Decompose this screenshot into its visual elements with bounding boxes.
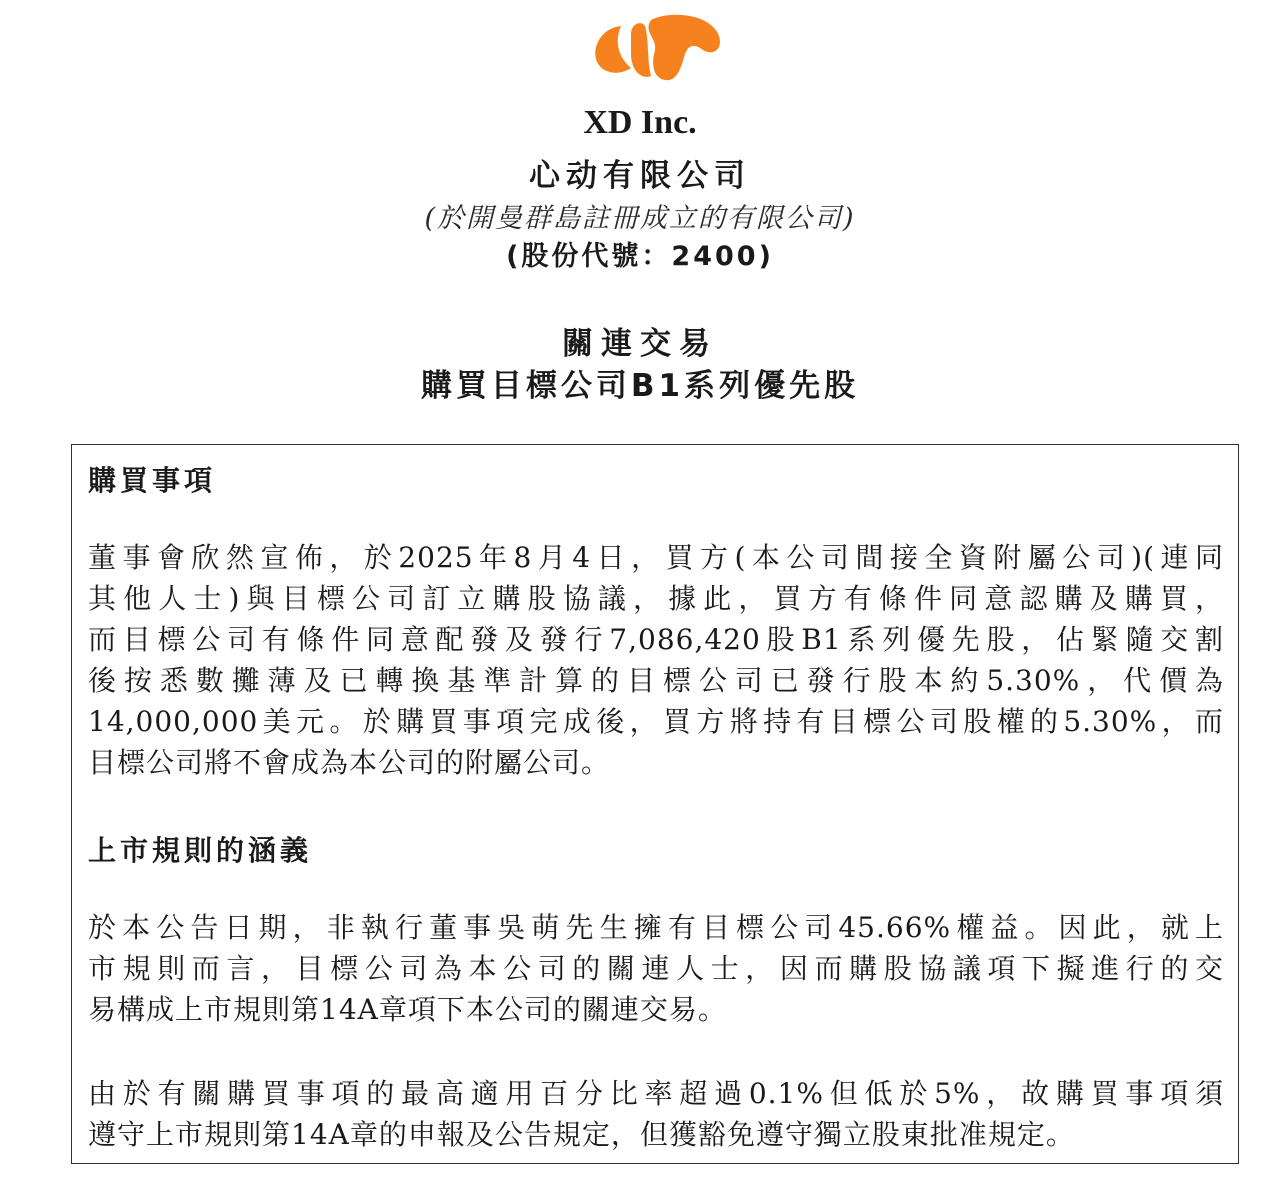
summary-box (71, 444, 1239, 1164)
section-heading-listing-rules: 上市規則的涵義 (88, 834, 313, 867)
paragraph-line: 市規則而言，目標公司為本公司的關連人士，因而購股協議項下擬進行的交 (88, 952, 1224, 985)
paragraph-line: 而目標公司有條件同意配發及發行7,086,420股B1系列優先股，佔緊隨交割 (88, 623, 1224, 656)
purchase-paragraph (88, 537, 1224, 783)
listing-rules-paragraph-1 (88, 907, 1224, 1030)
section-heading-purchase: 購買事項 (88, 464, 217, 497)
xd-logo-icon (591, 10, 721, 86)
paragraph-line: 其他人士)與目標公司訂立購股協議，據此，買方有條件同意認購及購買， (88, 582, 1224, 615)
stock-code: (股份代號：2400) (506, 241, 774, 272)
announcement-title: 關連交易 (562, 326, 718, 362)
paragraph-line: 目標公司將不會成為本公司的附屬公司。 (88, 746, 611, 779)
announcement-subtitle: 購買目標公司B1系列優先股 (420, 368, 860, 404)
paragraph-line: 由於有關購買事項的最高適用百分比率超過0.1%但低於5%，故購買事項須 (88, 1077, 1224, 1110)
paragraph-line: 14,000,000美元。於購買事項完成後，買方將持有目標公司股權的5.30%，而 (88, 705, 1224, 738)
company-name-zh: 心动有限公司 (529, 158, 751, 194)
listing-rules-paragraph-2 (88, 1073, 1224, 1155)
company-name-en: XD Inc. (583, 104, 697, 141)
paragraph-line: 遵守上市規則第14A章的申報及公告規定，但獲豁免遵守獨立股東批准規定。 (88, 1118, 1075, 1151)
paragraph-line: 易構成上市規則第14A章項下本公司的關連交易。 (88, 993, 727, 1026)
paragraph-line: 後按悉數攤薄及已轉換基準計算的目標公司已發行股本約5.30%，代價為 (88, 664, 1224, 697)
paragraph-line: 董事會欣然宣佈，於2025年8月4日，買方(本公司間接全資附屬公司)(連同 (88, 541, 1224, 574)
incorporation-note: (於開曼群島註冊成立的有限公司) (424, 203, 856, 234)
paragraph-line: 於本公告日期，非執行董事吳萌先生擁有目標公司45.66%權益。因此，就上 (88, 911, 1224, 944)
